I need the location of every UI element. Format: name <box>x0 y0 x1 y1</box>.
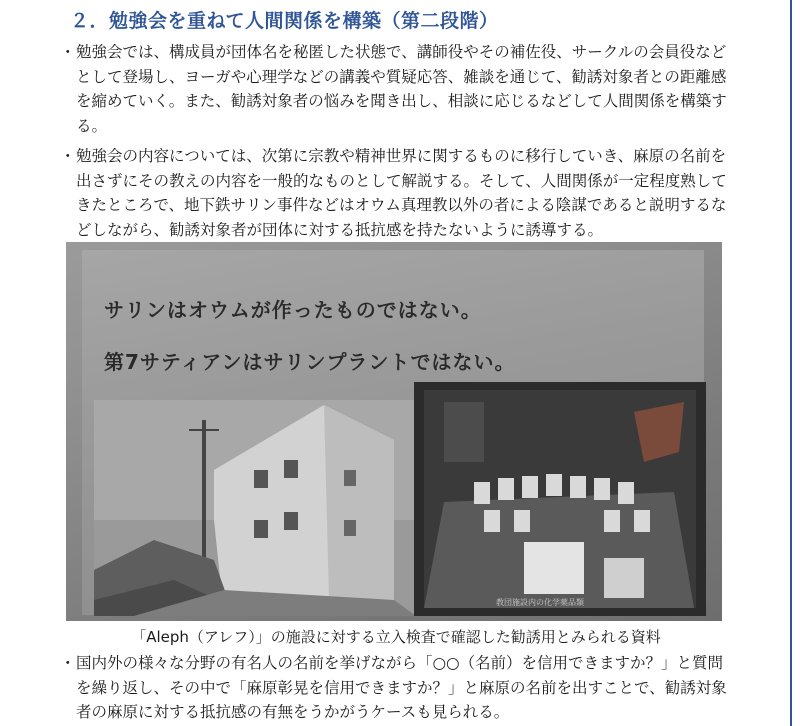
bullet-mark: ・ <box>60 654 76 672</box>
bullet-line: きたところで、地下鉄サリン事件などはオウム真理教以外の者による陰謀であると説明するな <box>76 196 727 214</box>
bullet-line: として登場し、ヨーガや心理学などの講義や質疑応答、雑談を通じて、勧誘対象者との距離感 <box>76 67 727 86</box>
bullet-line: 者の麻原に対する抵抗感の有無をうかがうケースも見られる。 <box>76 703 510 721</box>
bullet-line: 国内外の様々な分野の有名人の名前を挙げながら「○○（名前）を信用できますか？」と質問 <box>76 654 724 672</box>
photo-headline-1: サリンはオウムが作ったものではない。 <box>104 298 482 322</box>
bullet-text <box>76 144 775 242</box>
bullet-text <box>76 651 775 725</box>
bullet-text <box>76 40 775 138</box>
chemicals-drawing <box>414 382 706 616</box>
bullet-line: を繰り返し、その中で「麻原彰晃を信用できますか？」と麻原の名前を出すことで、勧誘対象 <box>76 678 727 697</box>
bullet-line: 出さずにその教えの内容を一般的なものとして解説する。そして、人間関係が一定程度熟して <box>76 171 727 190</box>
bullet-item <box>60 651 775 725</box>
chemicals-photo <box>414 382 706 616</box>
photo-paper <box>82 250 704 615</box>
bullet-line: 勉強会の内容については、次第に宗教や精神世界に関するものに移行していき、麻原の名前を <box>76 147 727 165</box>
bullet-mark: ・ <box>60 43 76 61</box>
bullet-item <box>60 144 775 242</box>
bullet-mark: ・ <box>60 147 76 165</box>
bullet-line: 勉強会では、構成員が団体名を秘匿した状態で、講師役やその補佐役、サークルの会員役など <box>76 43 727 61</box>
bullet-line: どしながら、勧誘対象者が団体に対する抵抗感を持たないように誘導する。 <box>76 220 604 239</box>
evidence-photo <box>66 242 722 621</box>
section-title: ２．勉強会を重ねて人間関係を構築（第二段階） <box>70 10 499 32</box>
building-photo <box>94 400 416 616</box>
chemicals-photo-caption: 教団施設内の化学薬品類 <box>496 598 584 607</box>
photo-headline-2: 第7サティアンはサリンプラントではない。 <box>104 350 516 374</box>
bullet-line: る。 <box>76 116 108 135</box>
bullet-line: を縮めていく。また、勧誘対象者の悩みを聞き出し、相談に応じるなどして人間関係を構築す <box>76 92 727 110</box>
photo-caption: 「Aleph（アレフ）」の施設に対する立入検査で確認した勧誘用とみられる資料 <box>131 628 661 646</box>
bullet-item <box>60 40 775 138</box>
